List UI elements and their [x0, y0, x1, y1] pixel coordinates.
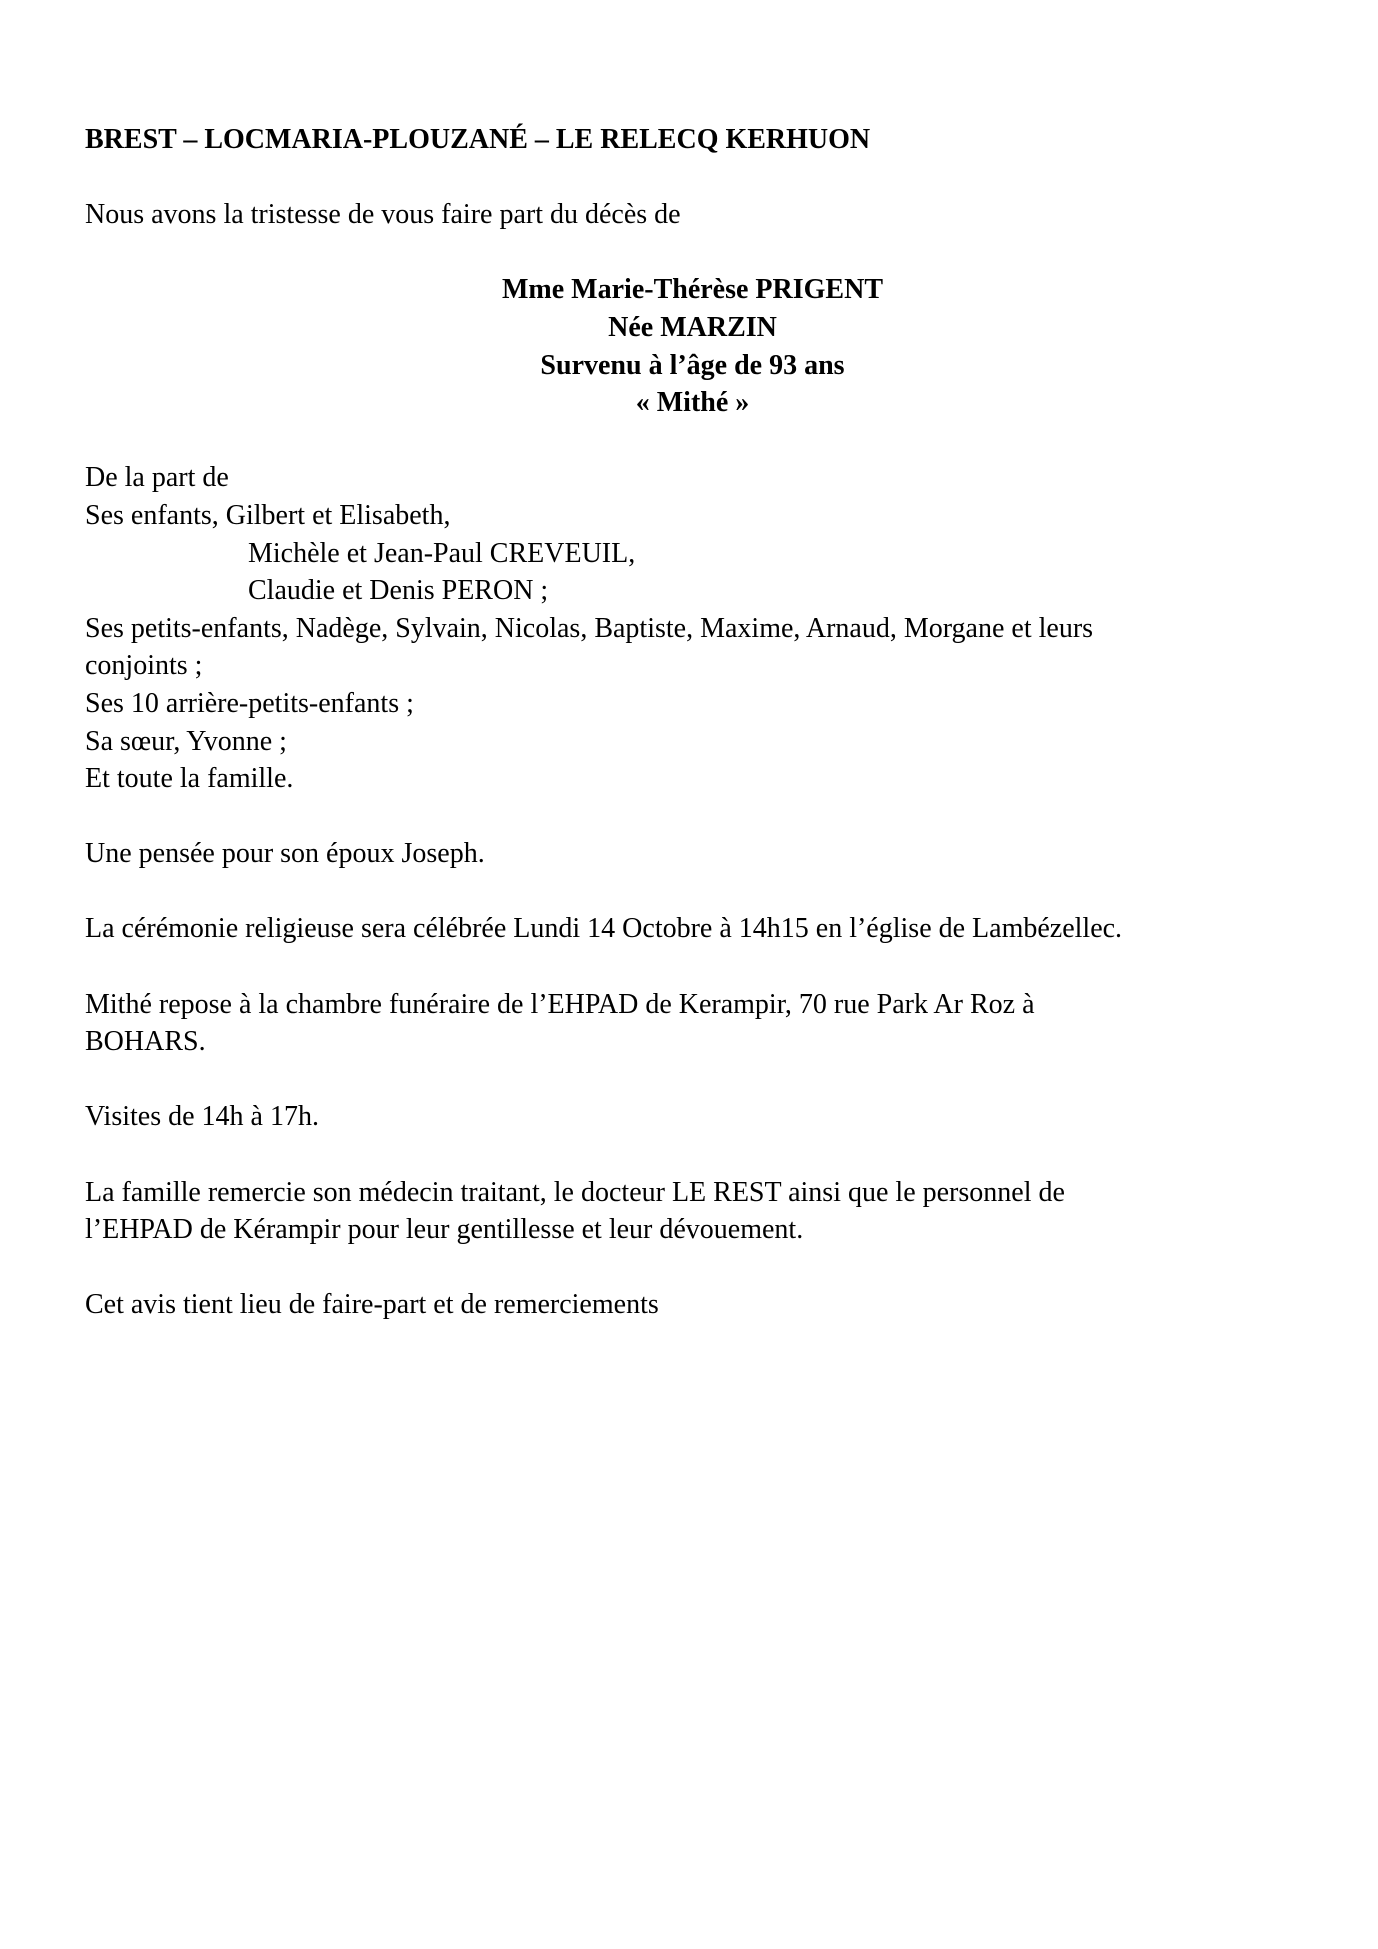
intro-text: Nous avons la tristesse de vous faire part du décès de [85, 199, 681, 231]
resting-place: Mithé repose à la chambre funéraire de l’EHPAD de Kerampir, 70 rue Park Ar Roz à [85, 988, 1035, 1020]
maiden-name: Née MARZIN [608, 311, 777, 343]
deceased-name: Mme Marie-Thérèse PRIGENT [502, 274, 883, 306]
great-grandchildren-line: Ses 10 arrière-petits-enfants ; [85, 687, 414, 719]
closing-text: Cet avis tient lieu de faire-part et de remerciements [85, 1289, 659, 1321]
resting-place: BOHARS. [85, 1026, 206, 1058]
family-intro: De la part de [85, 462, 229, 494]
nickname: « Mithé » [635, 387, 750, 419]
grandchildren-line: Ses petits-enfants, Nadège, Sylvain, Nicolas, Baptiste, Maxime, Arnaud, Morgane et leurs [85, 612, 1094, 644]
ceremony-info: La cérémonie religieuse sera célébrée Lundi 14 Octobre à 14h15 en l’église de Lambézellec. [85, 913, 1123, 945]
thanks-text: l’EHPAD de Kérampir pour leur gentillesse et leur dévouement. [85, 1214, 804, 1246]
locations-heading: BREST – LOCMARIA-PLOUZANÉ – LE RELECQ KERHUON [85, 124, 871, 155]
children-line: Claudie et Denis PERON ; [248, 575, 549, 607]
obituary-notice [85, 121, 1300, 1324]
spouse-thought: Une pensée pour son époux Joseph. [85, 838, 485, 870]
family-all-line: Et toute la famille. [85, 763, 294, 795]
thanks-text: La famille remercie son médecin traitant, le docteur LE REST ainsi que le personnel de [85, 1176, 1065, 1208]
children-line: Ses enfants, Gilbert et Elisabeth, [85, 499, 451, 531]
age-at-death: Survenu à l’âge de 93 ans [540, 349, 845, 381]
sister-line: Sa sœur, Yvonne ; [85, 725, 287, 757]
visiting-hours: Visites de 14h à 17h. [85, 1101, 319, 1133]
children-line: Michèle et Jean-Paul CREVEUIL, [248, 537, 636, 569]
grandchildren-line: conjoints ; [85, 650, 203, 682]
